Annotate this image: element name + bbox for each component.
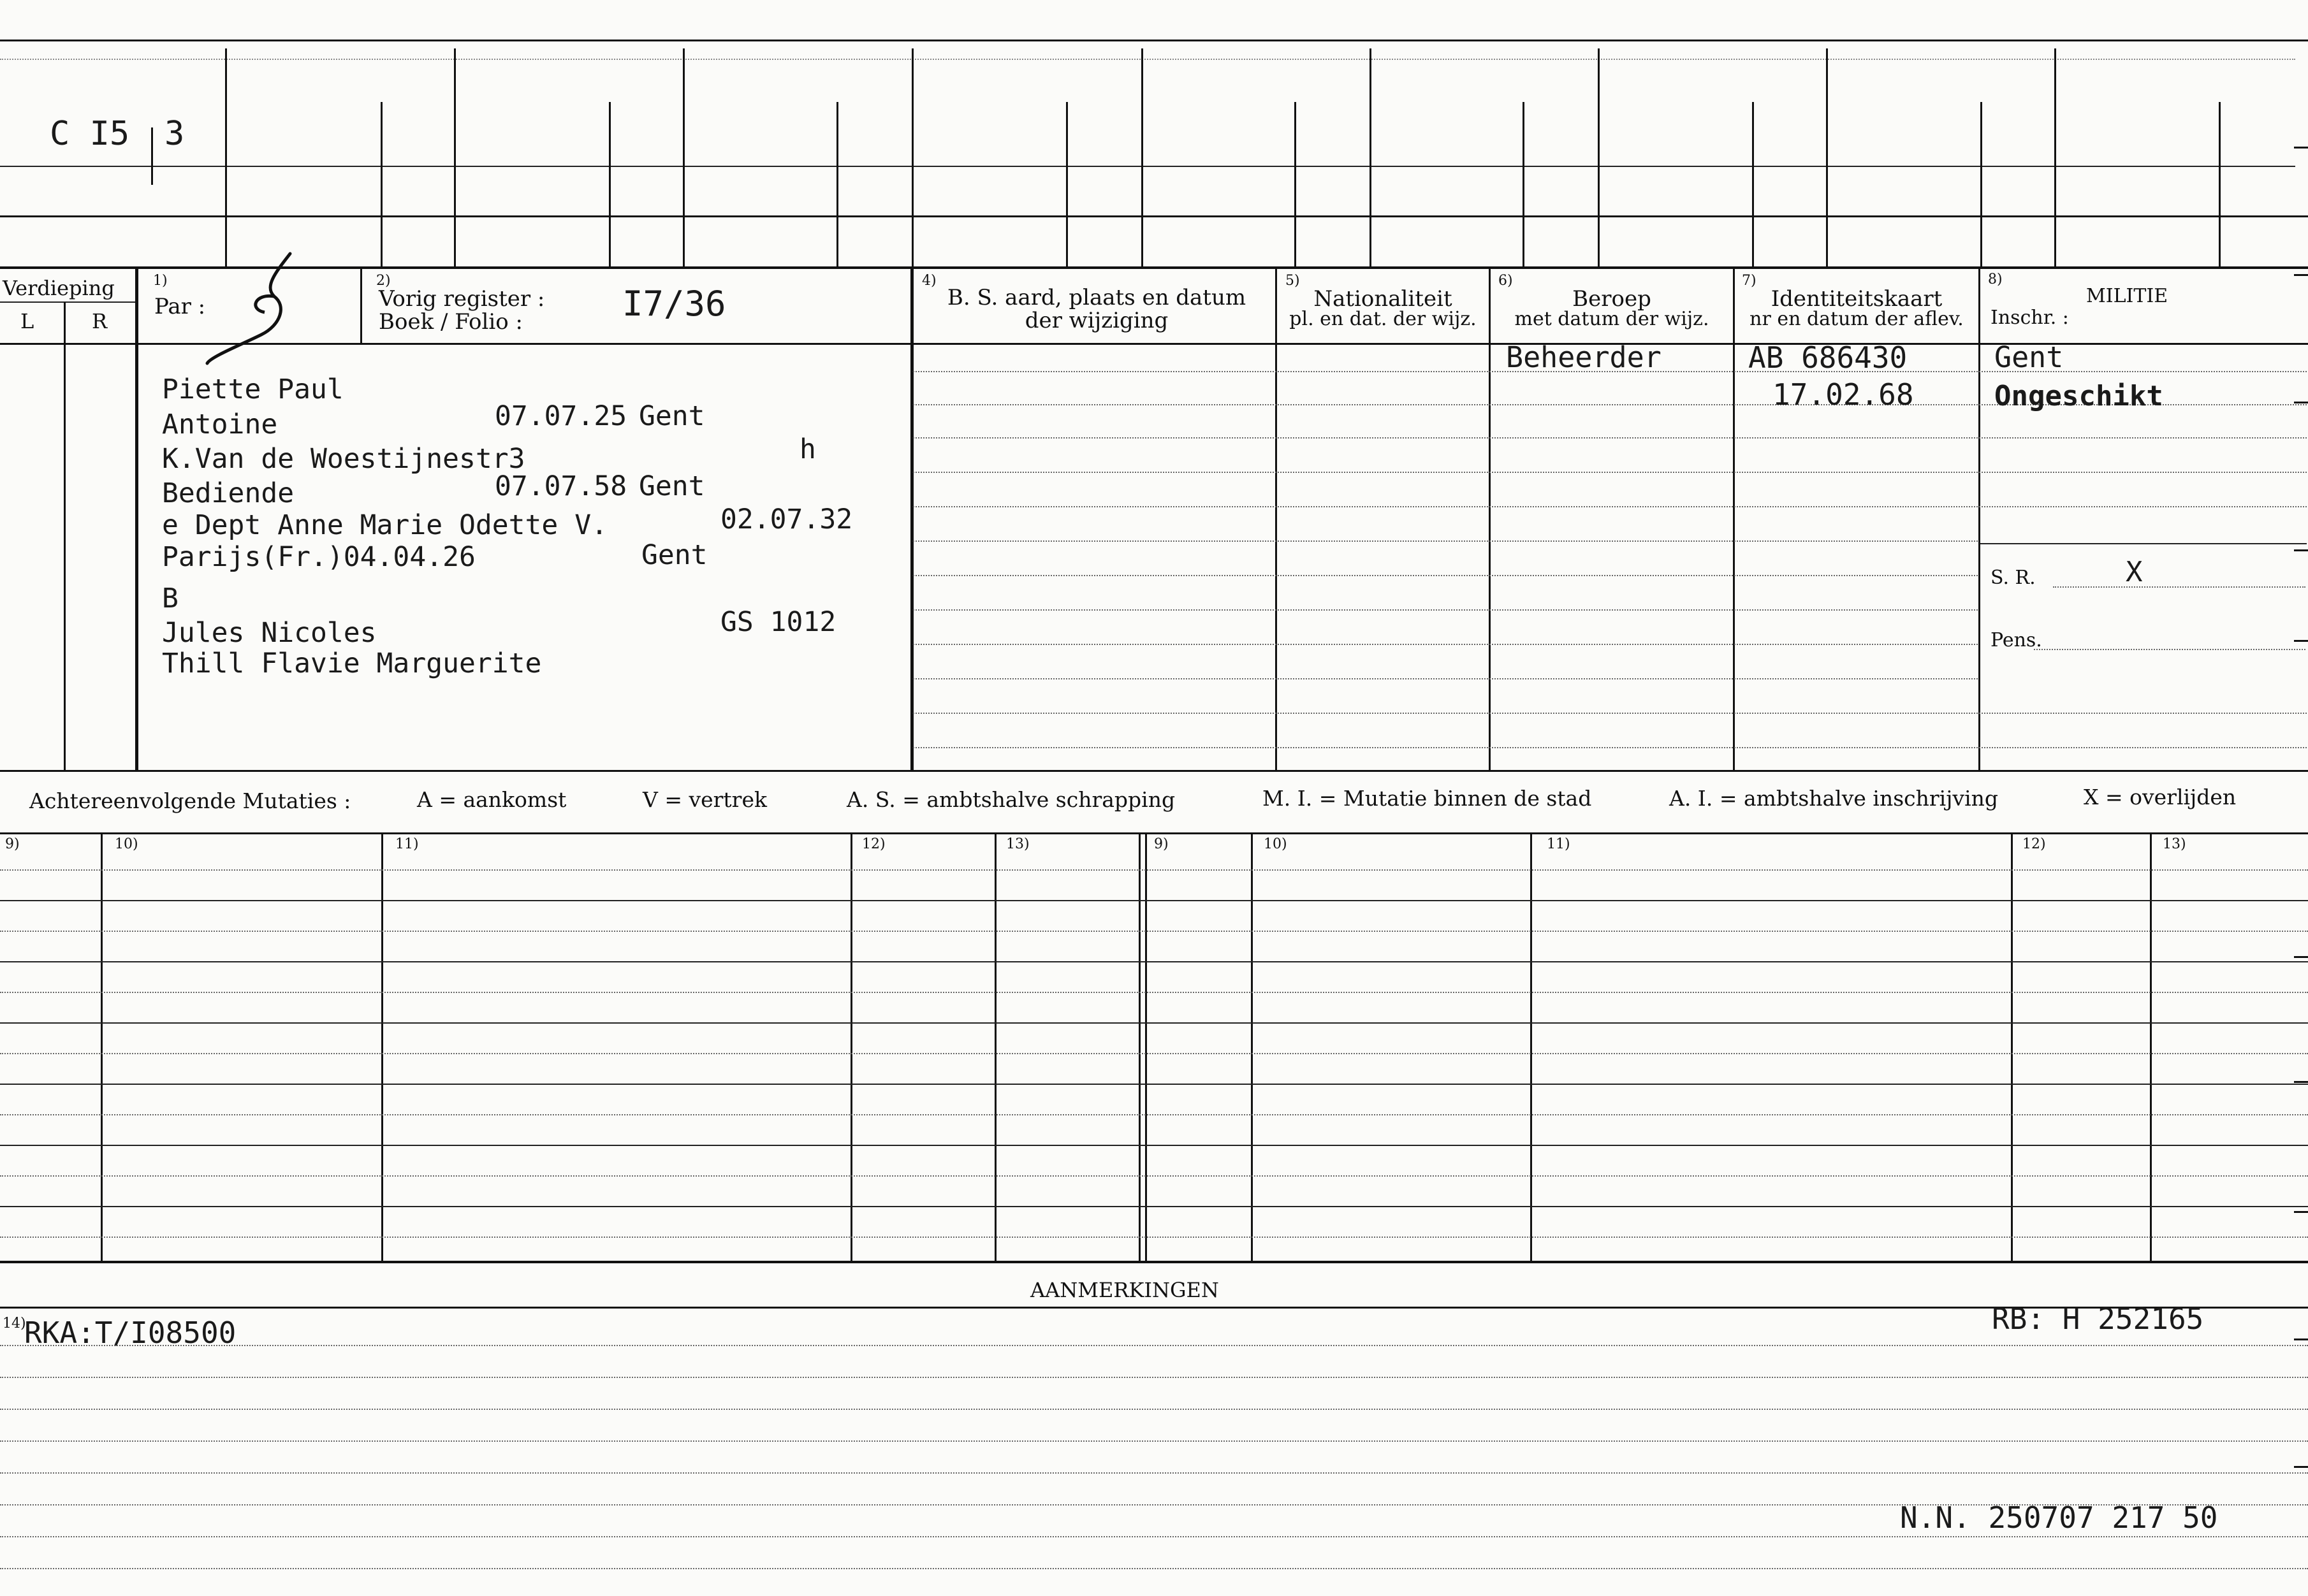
person-line-6: Parijs(Fr.)04.04.26 xyxy=(162,541,476,573)
id-label-1: Identiteitskaart xyxy=(1771,286,1943,312)
register-code: C I5 xyxy=(50,115,130,153)
bs-label-1: B. S. aard, plaats en datum xyxy=(947,285,1246,310)
legend-title: Achtereenvolgende Mutaties : xyxy=(29,788,351,813)
mut-col-10: 10) xyxy=(115,836,138,852)
rb-value: RB: H 252165 xyxy=(1992,1302,2204,1336)
mut-col-11: 11) xyxy=(395,836,419,852)
national-number: N.N. 250707 217 50 xyxy=(1900,1500,2218,1535)
remarks-title: AANMERKINGEN xyxy=(1030,1278,1219,1302)
vorig-number: 2) xyxy=(376,273,391,289)
pens-label: Pens. xyxy=(1990,629,2042,651)
marriage-date: 07.07.58 xyxy=(495,470,627,502)
boek-folio-label: Boek / Folio : xyxy=(379,309,523,335)
vorig-register-label: Vorig register : xyxy=(379,286,545,312)
verdieping-l-label: L xyxy=(20,309,34,333)
sr-value: X xyxy=(2126,556,2143,588)
militie-inschr-value: Gent xyxy=(1994,340,2064,374)
remarks-number: 14) xyxy=(3,1316,26,1331)
spouse-date: 02.07.32 xyxy=(720,504,853,535)
house-letter: h xyxy=(800,433,816,465)
person-line-3: K.Van de Woestijnestr3 xyxy=(162,443,525,475)
mut-col-13b: 13) xyxy=(2163,836,2186,852)
person-line-8: Jules Nicoles xyxy=(162,617,377,649)
mil-number: 8) xyxy=(1988,272,2003,287)
bs-label-2: der wijziging xyxy=(1025,308,1169,333)
id-card-date: 17.02.68 xyxy=(1772,377,1914,412)
rka-value: RKA:T/I08500 xyxy=(24,1316,237,1350)
id-number: 7) xyxy=(1742,273,1757,289)
mut-col-9b: 9) xyxy=(1154,836,1169,852)
beroep-number: 6) xyxy=(1498,273,1513,289)
marriage-place: Gent xyxy=(639,470,705,502)
person-line-2: Antoine xyxy=(162,409,278,440)
inschr-label: Inschr. : xyxy=(1990,307,2069,329)
handwritten-par-mark xyxy=(204,249,306,370)
legend-inschrijving: A. I. = ambtshalve inschrijving xyxy=(1669,786,1999,811)
par-number: 1) xyxy=(153,273,168,289)
person-line-7: B xyxy=(162,583,179,614)
verdieping-label: Verdieping xyxy=(3,276,115,300)
mut-col-12: 12) xyxy=(862,836,886,852)
legend-aankomst: A = aankomst xyxy=(417,787,567,812)
beroep-label-1: Beroep xyxy=(1572,286,1651,312)
id-label-2: nr en datum der aflev. xyxy=(1749,308,1964,330)
beroep-label-2: met datum der wijz. xyxy=(1514,308,1709,330)
militie-status: Ongeschikt xyxy=(1994,380,2163,412)
legend-schrapping: A. S. = ambtshalve schrapping xyxy=(847,787,1176,812)
person-line-5: e Dept Anne Marie Odette V. xyxy=(162,509,608,541)
legend-vertrek: V = vertrek xyxy=(643,787,767,812)
person-line-4: Bediende xyxy=(162,477,295,509)
legend-overlijden: X = overlijden xyxy=(2084,785,2237,809)
sr-label: S. R. xyxy=(1990,567,2036,589)
bs-number: 4) xyxy=(922,273,937,289)
register-code-number: 3 xyxy=(164,115,185,153)
mut-col-9: 9) xyxy=(5,836,20,852)
legend-mutatie: M. I. = Mutatie binnen de stad xyxy=(1262,786,1592,811)
mut-col-10b: 10) xyxy=(1264,836,1287,852)
id-card-number: AB 686430 xyxy=(1748,340,1908,375)
mut-col-12b: 12) xyxy=(2022,836,2046,852)
vorig-register-value: I7/36 xyxy=(622,284,726,324)
nat-label-2: pl. en dat. der wijz. xyxy=(1289,308,1477,330)
person-line-9: Thill Flavie Marguerite xyxy=(162,648,542,679)
person-line-1: Piette Paul xyxy=(162,374,344,405)
register-ref: GS 1012 xyxy=(720,606,836,638)
beroep-value: Beheerder xyxy=(1506,340,1662,374)
spouse-place: Gent xyxy=(641,539,708,571)
nat-label-1: Nationaliteit xyxy=(1313,286,1452,312)
verdieping-r-label: R xyxy=(92,309,108,333)
birth-place: Gent xyxy=(639,400,705,432)
par-label: Par : xyxy=(154,294,206,319)
birth-date: 07.07.25 xyxy=(495,400,627,432)
mut-col-11b: 11) xyxy=(1547,836,1570,852)
mut-col-13: 13) xyxy=(1006,836,1030,852)
nat-number: 5) xyxy=(1285,273,1300,289)
militie-title: MILITIE xyxy=(2086,285,2168,307)
